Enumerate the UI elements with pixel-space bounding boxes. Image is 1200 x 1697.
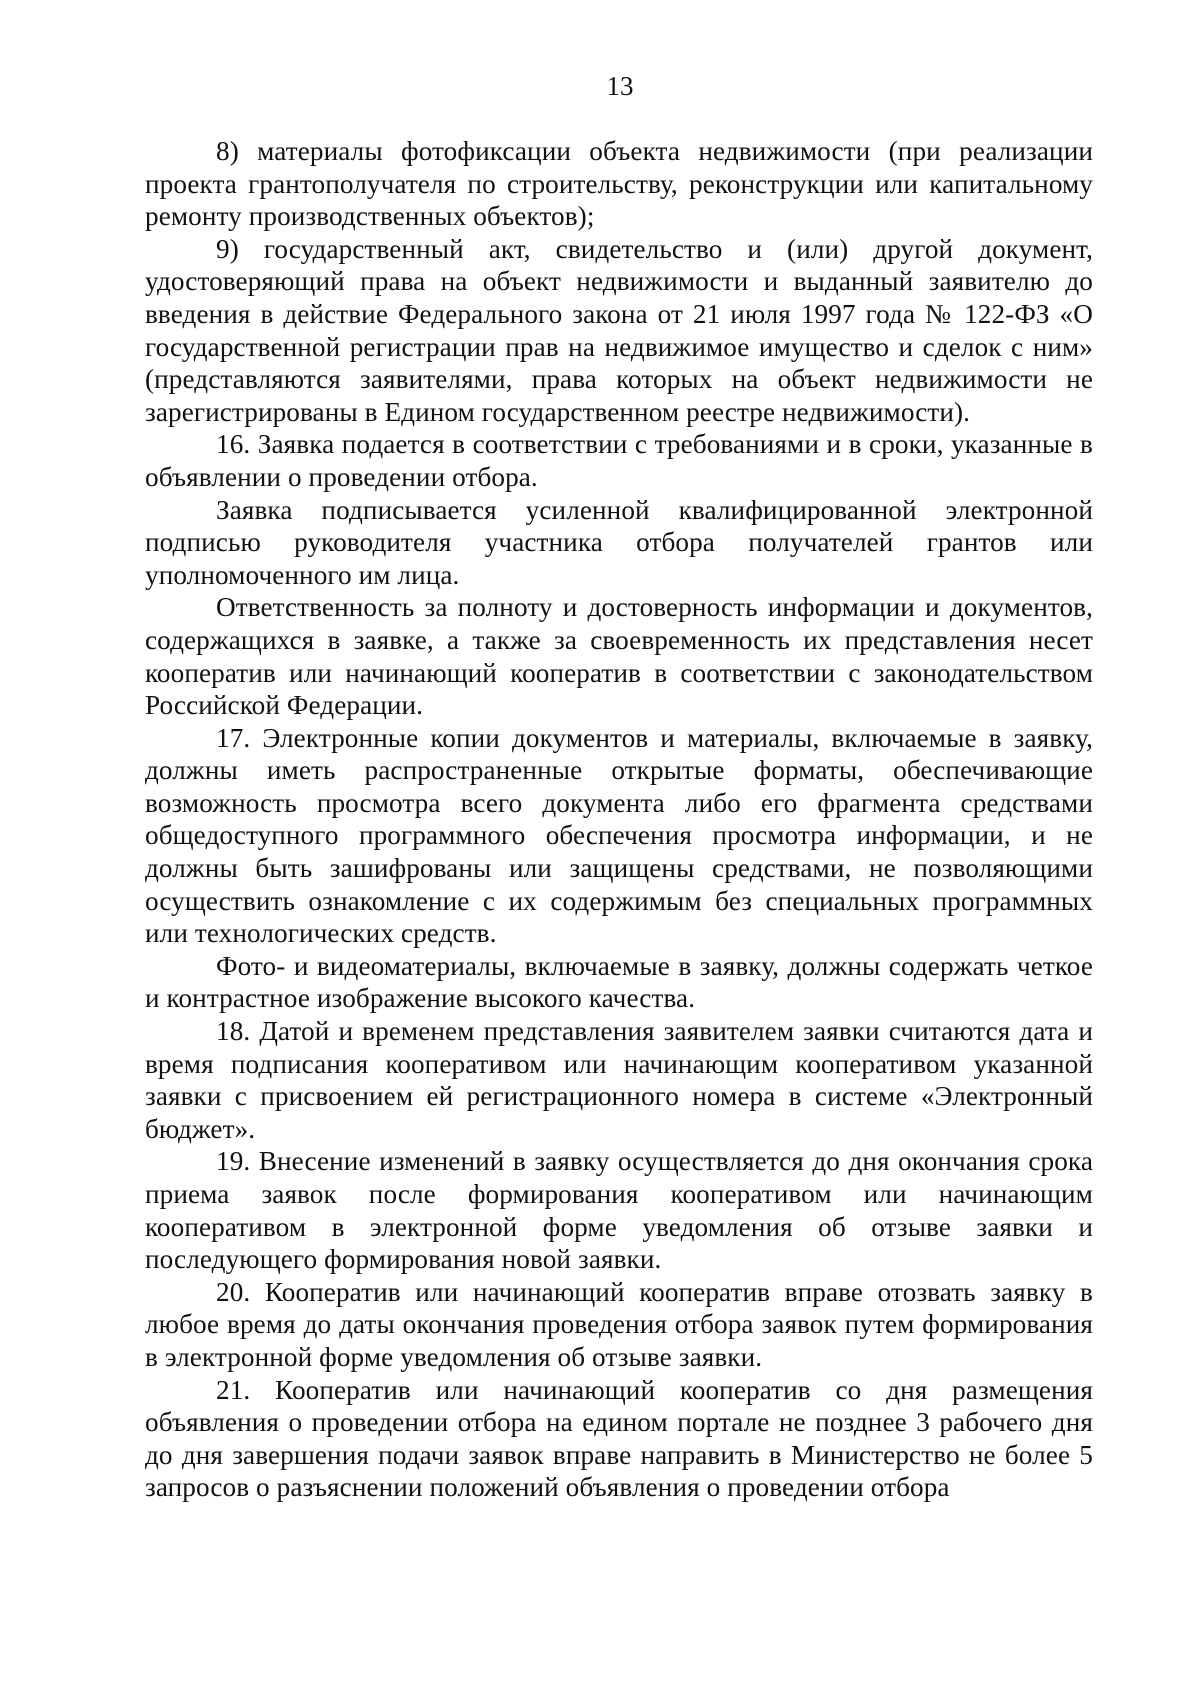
- paragraph-clause-20: 20. Кооператив или начинающий кооператив вправе отозвать заявку в любое время до даты окончания проведения отбора заявок путем формирования в электронной форме уведомления об отзыве заявки.: [145, 1276, 1093, 1372]
- paragraph-photo-video: Фото- и видеоматериалы, включаемые в заявку, должны содержать четкое и контрастное изображение высокого качества.: [145, 950, 1093, 1014]
- paragraph-signature: Заявка подписывается усиленной квалифицированной электронной подписью руководителя участника отбора получателей грантов или уполномоченного им лица.: [145, 494, 1093, 590]
- document-body: [145, 135, 1093, 1504]
- paragraph-clause-19: 19. Внесение изменений в заявку осуществляется до дня окончания срока приема заявок после формирования кооперативом или начинающим кооперативом в электронной форме уведомления об отзыве заявки и последующего формирования новой заявки.: [145, 1146, 1093, 1275]
- paragraph-responsibility: Ответственность за полноту и достоверность информации и документов, содержащихся в заявке, а также за своевременность их представления несет кооператив или начинающий кооператив в соответствии с законодательством Российской Федерации.: [145, 592, 1093, 721]
- paragraph-clause-16: 16. Заявка подается в соответствии с требованиями и в сроки, указанные в объявлении о проведении отбора.: [145, 429, 1093, 492]
- page-number: 13: [606, 71, 634, 101]
- paragraph-item-8: 8) материалы фотофиксации объекта недвижимости (при реализации проекта грантополучателя по строительству, реконструкции или капитальному ремонту производственных объектов);: [145, 136, 1093, 232]
- paragraph-clause-21: 21. Кооператив или начинающий кооператив со дня размещения объявления о проведении отбора на едином портале не позднее 3 рабочего дня до дня завершения подачи заявок вправе направить в Министерство не более 5 запросов о разъяснении положений объявления о проведении отбора: [145, 1374, 1093, 1503]
- paragraph-item-9: 9) государственный акт, свидетельство и (или) другой документ, удостоверяющий права на объект недвижимости и выданный заявителю до введения в действие Федерального закона от 21 июля 1997 года № 122-ФЗ «О государственной регистрации прав на недвижимое имущество и сделок с ним» (представляются заявителями, права которых на объект недвижимости не зарегистрированы в Едином государственном реестре недвижимости).: [145, 233, 1093, 427]
- paragraph-clause-18: 18. Датой и временем представления заявителем заявки считаются дата и время подписания кооперативом или начинающим кооперативом указанной заявки с присвоением ей регистрационного номера в системе «Электронный бюджет».: [145, 1016, 1093, 1144]
- paragraph-clause-17: 17. Электронные копии документов и материалы, включаемые в заявку, должны иметь распространенные открытые форматы, обеспечивающие возможность просмотра всего документа либо его фрагмента средствами общедоступного программного обеспечения просмотра информации, и не должны быть зашифрованы или защищены средствами, не позволяющими осуществить ознакомление с их содержимым без специальных программных или технологических средств.: [145, 722, 1093, 949]
